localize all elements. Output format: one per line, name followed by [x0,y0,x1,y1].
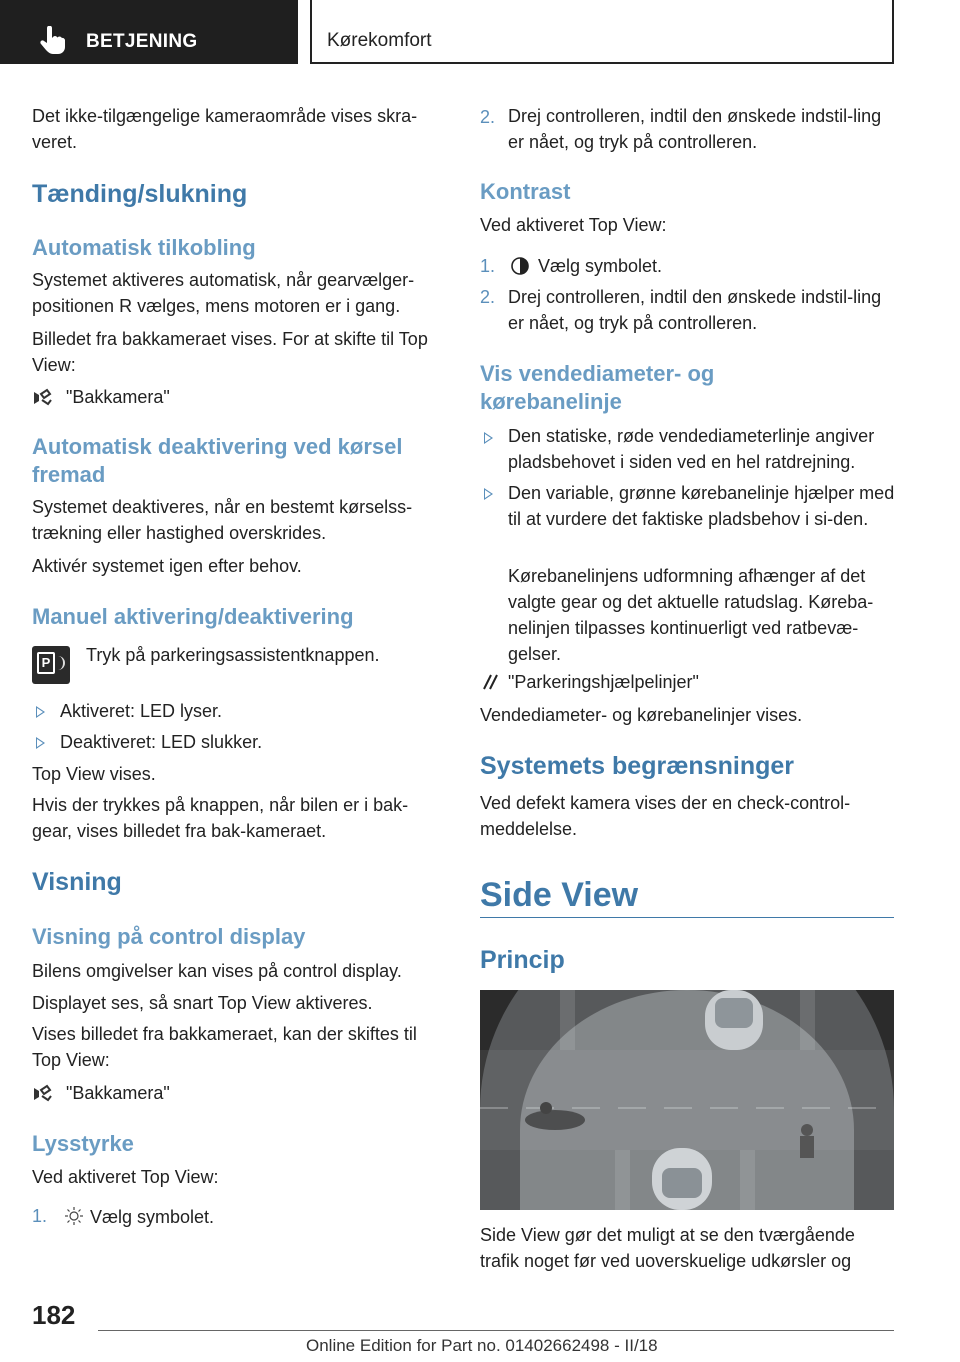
section-header [0,0,298,64]
park-assist-button-icon: P [32,646,70,684]
kontrast-text: Ved aktiveret Top View: [480,215,667,235]
bullet-static-line: Den statiske, røde vendediameterlinje angiver pladsbehovet i siden ved en hel ratdrejning. [508,426,875,472]
bakgear-text: Hvis der trykkes på knappen, når bilen er i bak-gear, vises billedet fra bak-kameraet. [32,795,409,841]
control-text-1: Bilens omgivelser kan vises på control display. [32,961,402,981]
heading-taending: Tænding/slukning [32,180,248,208]
heading-lysstyrke: Lysstyrke [32,1131,134,1156]
auto-off-text-2: Aktivér systemet igen efter behov. [32,556,302,576]
page-number: 182 [32,1300,76,1330]
auto-off-text: Systemet deaktiveres, når en bestemt kørselss-trækning eller hastighed overskrides. [32,497,413,543]
contrast-icon [510,256,530,276]
control-text-2: Displayet ses, så snart Top View aktiveres. [32,993,373,1013]
kontrast-step-1: Vælg symbolet. [538,256,663,276]
camera-icon [32,386,56,408]
bullet-variable-extra: Kørebanelinjens udformning afhænger af det valgte gear og det aktuelle ratudslag. Køreba-nelinjen tilpasses kontinuerligt ved ratbevæ-gelser. [508,566,874,664]
auto-on-text: Systemet aktiveres automatisk, når gearvælger-positionen R vælges, mens motoren er i gang. [32,270,415,316]
bullet-icon [484,432,493,444]
begraensninger-text: Ved defekt kamera vises der en check-control-meddelelse. [480,793,851,839]
auto-on-text-2: Billedet fra bakkameraet vises. For at skifte til Top View: [32,329,428,375]
heading-auto-on: Automatisk tilkobling [32,235,256,260]
section-title: BETJENING [86,31,198,52]
bullet-deaktiveret: Deaktiveret: LED slukker. [60,732,263,752]
step-number: 2. [480,287,496,307]
chapter-header [310,0,894,64]
step-number: 1. [480,256,496,276]
side-view-text: Side View gør det muligt at se den tværgående trafik noget før ved uoverskuelige udkørsler og [480,1225,855,1271]
hand-icon [38,26,66,56]
heading-kontrast: Kontrast [480,179,571,204]
heading-rule [480,917,894,918]
heading-side-view: Side View [480,876,639,914]
bullet-aktiveret: Aktiveret: LED lyser. [60,701,223,721]
heading-auto-off: Automatisk deaktivering ved kørsel fremad [32,434,403,487]
lys-step-2: Drej controlleren, indtil den ønskede indstil-ling er nået, og tryk på controlleren. [508,106,882,152]
topview-text: Top View vises. [32,764,156,784]
step-number: 2. [480,107,496,127]
kontrast-step-2: Drej controlleren, indtil den ønskede indstil-ling er nået, og tryk på controlleren. [508,287,882,333]
sun-icon [64,1206,84,1226]
manuel-text: Tryk på parkeringsassistentknappen. [86,645,380,665]
bullet-icon [36,737,45,749]
parking-lines-icon [480,671,502,693]
bullet-icon [36,706,45,718]
step-number: 1. [32,1206,48,1226]
intro-text: Det ikke-tilgængelige kameraområde vises skra-veret. [32,106,418,152]
lysstyrke-text: Ved aktiveret Top View: [32,1167,219,1187]
side-view-illustration [480,990,894,1210]
heading-begraensninger: Systemets begrænsninger [480,752,794,780]
bakkamera-label-2: "Bakkamera" [66,1083,170,1103]
parkeringslinjer-label: "Parkeringshjælpelinjer" [508,672,699,692]
heading-control-display: Visning på control display [32,924,306,949]
camera-icon [32,1082,56,1104]
bullet-variable-line: Den variable, grønne kørebanelinje hjælper med til at vurdere det faktiske pladsbehov i si-den. [508,483,895,529]
heading-manuel: Manuel aktivering/deaktivering [32,604,354,629]
heading-visning: Visning [32,868,122,896]
bullet-icon [484,488,493,500]
vendediameter-text: Vendediameter- og kørebanelinjer vises. [480,705,803,725]
footer-edition: Online Edition for Part no. 01402662498 - II/18 [306,1336,658,1355]
heading-princip: Princip [480,946,565,974]
chapter-title: Kørekomfort [327,30,432,51]
lysstyrke-step-1: Vælg symbolet. [90,1207,215,1227]
heading-vendediameter: Vis vendediameter- og kørebanelinje [480,361,715,414]
control-text-3: Vises billedet fra bakkameraet, kan der skiftes til Top View: [32,1024,417,1070]
bakkamera-label-1: "Bakkamera" [66,387,170,407]
footer-rule [98,1330,894,1331]
